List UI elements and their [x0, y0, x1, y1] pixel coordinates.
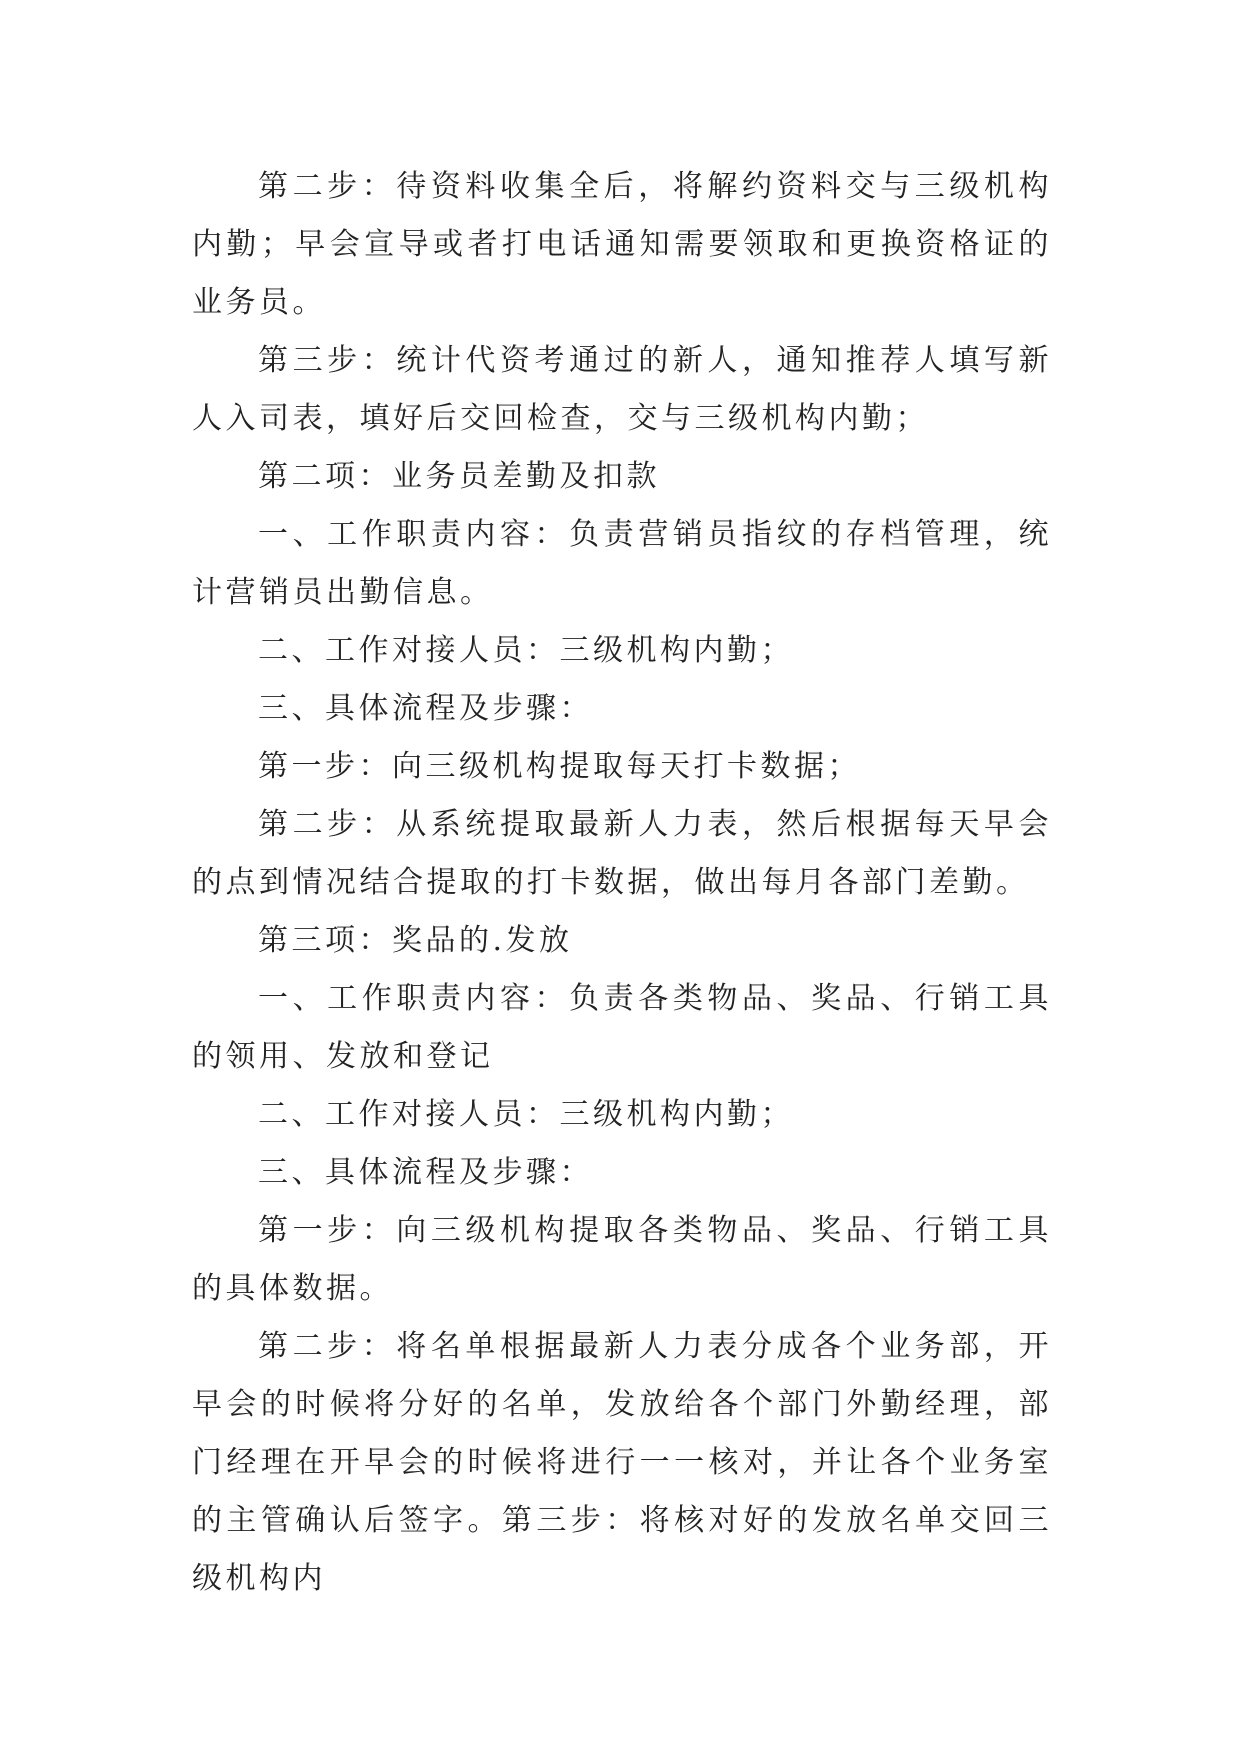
document-body — [192, 158, 1052, 1608]
paragraph-prizes-step1: 第一步：向三级机构提取各类物品、奖品、行销工具的具体数据。 — [192, 1213, 1052, 1306]
section-heading-prizes: 第三项：奖品的.发放 — [258, 923, 573, 958]
paragraph-prizes-step2: 第二步：将名单根据最新人力表分成各个业务部，开早会的时候将分好的名单，发放给各个部门外勤经理，部门经理在开早会的时候将进行一一核对，并让各个业务室的主管确认后签字。第三步：将核对好的发放名单交回三级机构内 — [192, 1329, 1052, 1596]
paragraph-prizes-contact: 二、工作对接人员：三级机构内勤； — [258, 1097, 794, 1132]
paragraph-prizes-process: 三、具体流程及步骤： — [258, 1155, 593, 1190]
paragraph-attendance-duties: 一、工作职责内容：负责营销员指纹的存档管理，统计营销员出勤信息。 — [192, 517, 1052, 610]
paragraph-prizes-duties: 一、工作职责内容：负责各类物品、奖品、行销工具的领用、发放和登记 — [192, 981, 1052, 1074]
paragraph-attendance-step2: 第二步：从系统提取最新人力表，然后根据每天早会的点到情况结合提取的打卡数据，做出每月各部门差勤。 — [192, 807, 1052, 900]
paragraph-attendance-step1: 第一步：向三级机构提取每天打卡数据； — [258, 749, 861, 784]
paragraph-step3-newcomers: 第三步：统计代资考通过的新人，通知推荐人填写新人入司表，填好后交回检查，交与三级机构内勤； — [192, 343, 1052, 436]
paragraph-step2-materials: 第二步：待资料收集全后，将解约资料交与三级机构内勤；早会宣导或者打电话通知需要领取和更换资格证的业务员。 — [192, 169, 1052, 320]
section-heading-attendance: 第二项：业务员差勤及扣款 — [258, 459, 660, 494]
paragraph-attendance-contact: 二、工作对接人员：三级机构内勤； — [258, 633, 794, 668]
paragraph-attendance-process: 三、具体流程及步骤： — [258, 691, 593, 726]
